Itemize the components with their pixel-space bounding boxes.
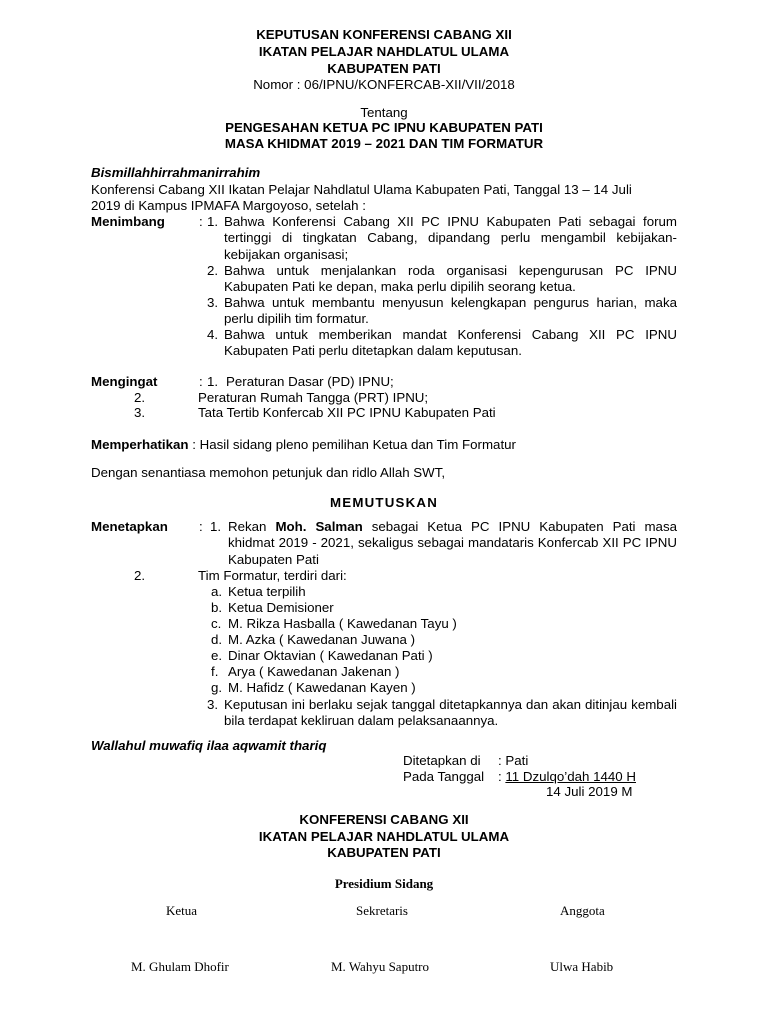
ditetapkan-label: Ditetapkan di <box>403 753 481 768</box>
menimbang-text-4: Bahwa untuk memberikan mandat Konferensi Cabang XII PC IPNU Kabupaten Pati perlu ditetapkan dalam keputusan. <box>224 327 677 359</box>
mengingat-text-2: Peraturan Rumah Tangga (PRT) IPNU; <box>198 390 429 405</box>
formatur-text: M. Hafidz ( Kawedanan Kayen ) <box>228 680 416 695</box>
ditetapkan-value: : Pati <box>498 753 529 768</box>
menimbang-num-4: 4. <box>207 327 219 342</box>
footer-line-2: IKATAN PELAJAR NAHDLATUL ULAMA <box>258 829 510 844</box>
memutuskan-heading: MEMUTUSKAN <box>329 495 439 510</box>
formatur-text: Arya ( Kawedanan Jakenan ) <box>228 664 400 679</box>
menetapkan-text-1-pre: Rekan <box>228 519 276 534</box>
formatur-letter: c. <box>211 616 222 631</box>
name-sekretaris: M. Wahyu Saputro <box>331 959 430 974</box>
menimbang-num-3: 3. <box>207 295 219 310</box>
memperhatikan-text: : Hasil sidang pleno pemilihan Ketua dan Tim Formatur <box>188 437 516 452</box>
formatur-letter: e. <box>211 648 223 663</box>
menetapkan-text-3: Keputusan ini berlaku sejak tanggal ditetapkannya dan akan ditinjau kembali bila terdapat kekliruan dalam pelaksanaannya. <box>224 697 677 729</box>
role-sekretaris: Sekretaris <box>356 903 408 918</box>
header-nomor: Nomor : 06/IPNU/KONFERCAB-XII/VII/2018 <box>253 77 515 92</box>
formatur-text: Ketua Demisioner <box>228 600 334 615</box>
memperhatikan <box>91 437 516 453</box>
footer-line-1: KONFERENSI CABANG XII <box>299 812 469 827</box>
role-ketua: Ketua <box>166 903 198 918</box>
menimbang-num-2: 2. <box>207 263 219 278</box>
bismillah: Bismillahhirrahmanirrahim <box>91 165 261 180</box>
subject-tentang: Tentang <box>360 105 408 120</box>
menetapkan-num-3: 3. <box>207 697 219 712</box>
mengingat-text-1: Peraturan Dasar (PD) IPNU; <box>226 374 394 389</box>
intro-line-2: 2019 di Kampus IPMAFA Margoyoso, setelah : <box>91 198 366 213</box>
formatur-text: M. Azka ( Kawedanan Juwana ) <box>228 632 415 647</box>
menimbang-colon: : <box>199 214 203 229</box>
memperhatikan-label: Memperhatikan <box>91 437 189 452</box>
footer-line-3: KABUPATEN PATI <box>327 845 441 860</box>
formatur-text: Ketua terpilih <box>228 584 306 599</box>
name-anggota: Ulwa Habib <box>550 959 614 974</box>
formatur-text: M. Rikza Hasballa ( Kawedanan Tayu ) <box>228 616 457 631</box>
name-ketua: M. Ghulam Dhofir <box>131 959 229 974</box>
menetapkan-num-2: 2. <box>134 568 146 583</box>
menimbang-text-1: Bahwa Konferensi Cabang XII PC IPNU Kabupaten Pati sebagai forum tertinggi di tingkatan Cabang, dipandang perlu mengambil kebijakan-kebijakan organisasi; <box>224 214 677 262</box>
intro-line-1: Konferensi Cabang XII Ikatan Pelajar Nahdlatul Ulama Kabupaten Pati, Tanggal 13 – 14 Juli <box>91 182 632 197</box>
presidium-heading: Presidium Sidang <box>334 876 434 891</box>
mengingat-num-2: 2. <box>134 390 146 405</box>
header-line-3: KABUPATEN PATI <box>327 61 441 76</box>
mengingat-text-3: Tata Tertib Konfercab XII PC IPNU Kabupaten Pati <box>198 405 496 420</box>
subject-line-1: PENGESAHAN KETUA PC IPNU KABUPATEN PATI <box>225 120 543 135</box>
formatur-item <box>211 664 399 680</box>
formatur-letter: b. <box>211 600 223 615</box>
formatur-item <box>211 616 457 632</box>
tanggal-masehi: 14 Juli 2019 M <box>546 784 633 799</box>
formatur-item <box>211 680 416 696</box>
mengingat-num-3: 3. <box>134 405 146 420</box>
ketua-name: Moh. Salman <box>275 519 363 534</box>
pada-tanggal-label: Pada Tanggal <box>403 769 485 784</box>
menimbang-text-2: Bahwa untuk menjalankan roda organisasi kepengurusan PC IPNU Kabupaten Pati ke depan, maka perlu dipilih seorang ketua. <box>224 263 677 295</box>
mengingat-label: Mengingat <box>91 374 158 389</box>
role-anggota: Anggota <box>560 903 605 918</box>
header-line-2: IKATAN PELAJAR NAHDLATUL ULAMA <box>258 44 510 59</box>
header-line-1: KEPUTUSAN KONFERENSI CABANG XII <box>256 27 512 42</box>
menetapkan-text-2: Tim Formatur, terdiri dari: <box>198 568 347 583</box>
formatur-item <box>211 600 334 616</box>
formatur-item <box>211 632 415 648</box>
mengingat-colon: : <box>199 374 203 389</box>
dengan-senantiasa: Dengan senantiasa memohon petunjuk dan ridlo Allah SWT, <box>91 465 446 480</box>
formatur-letter: d. <box>211 632 223 647</box>
formatur-item <box>211 648 433 664</box>
mengingat-num-1: 1. <box>207 374 219 389</box>
formatur-letter: g. <box>211 680 223 695</box>
menetapkan-label: Menetapkan <box>91 519 168 534</box>
wallahul: Wallahul muwafiq ilaa aqwamit thariq <box>91 738 327 753</box>
menimbang-label: Menimbang <box>91 214 165 229</box>
subject-line-2: MASA KHIDMAT 2019 – 2021 DAN TIM FORMATUR <box>224 136 544 151</box>
pada-tanggal-colon: : <box>498 769 506 784</box>
pada-tanggal-value <box>498 769 636 785</box>
menetapkan-text-1 <box>228 519 677 568</box>
menimbang-text-3: Bahwa untuk membantu menyusun kelengkapan pengurus harian, maka perlu dipilih tim formatur. <box>224 295 677 327</box>
formatur-letter: f. <box>211 664 219 679</box>
menetapkan-text-1-post: sebagai Ketua PC IPNU Kabupaten Pati masa khidmat 2019 - 2021, sekaligus sebagai mandataris Konfercab XII PC IPNU Kabupaten Pati <box>228 519 677 567</box>
tanggal-hijriah: 11 Dzulqo’dah 1440 H <box>505 769 636 784</box>
formatur-item <box>211 584 306 600</box>
formatur-text: Dinar Oktavian ( Kawedanan Pati ) <box>228 648 433 663</box>
menetapkan-colon: : <box>199 519 203 534</box>
menetapkan-num-1: 1. <box>210 519 222 534</box>
menimbang-num-1: 1. <box>207 214 219 229</box>
formatur-letter: a. <box>211 584 223 599</box>
